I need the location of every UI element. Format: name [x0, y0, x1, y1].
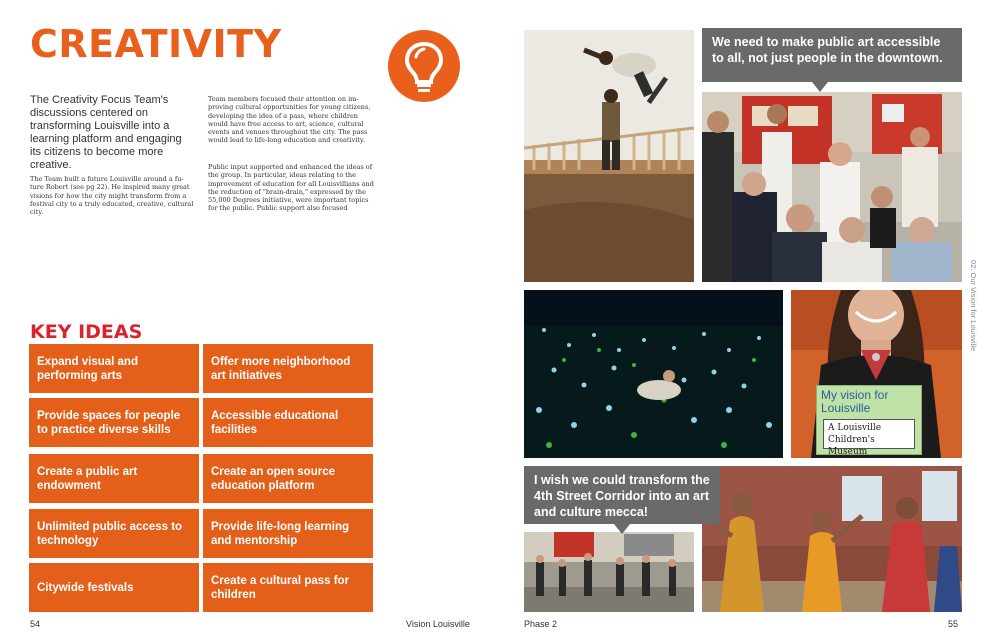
lightbulb-icon: [388, 30, 460, 102]
body-text-col2a: Team members focused their attention on im-proving cultural opportunities for young citizens, developing the idea of a pass, where children would have free access to art, science, cultural events and venues throughout the city. The pass would lead to life-long education and creativity.: [208, 95, 371, 145]
side-label-text: 02: Our Vision for Louisville: [969, 260, 978, 352]
side-label: [968, 260, 980, 370]
key-idea-box: Expand visual and performing arts: [29, 344, 199, 393]
quote-2-text: I wish we could transform the 4th Street Corridor into an art and culture mecca!: [534, 473, 710, 519]
quote-bubble-1: [702, 28, 962, 82]
quote-1-text: We need to make public art accessible to all, not just people in the downtown.: [712, 35, 943, 65]
key-idea-box: Create an open source education platform: [203, 454, 373, 503]
key-idea-box: Unlimited public access to technology: [29, 509, 199, 558]
key-idea-box: Create a cultural pass for children: [203, 563, 373, 612]
page-title: CREATIVITY: [30, 22, 282, 66]
page-number-left: 54: [30, 619, 41, 629]
bubble-tail: [812, 82, 828, 92]
footer-right: Phase 2: [524, 619, 558, 629]
bubble-tail: [614, 524, 630, 534]
page-number-right: 55: [948, 619, 959, 629]
body-text-col1: The Team built a future Louisville around a fu-ture Robert (see pg 22). He inspired many great visions for how the city might transform from a festival city to a truly educated, creative, cultural city.: [30, 175, 194, 217]
dancers-photo: [702, 466, 962, 612]
intro-text: The Creativity Focus Team's discussions centered on transforming Louisville into a learning platform and engaging its citizens to become more creative.: [30, 94, 182, 171]
key-ideas-title: KEY IDEAS: [30, 321, 143, 343]
meeting-photo: [702, 92, 962, 282]
key-idea-box: Accessible educational facilities: [203, 398, 373, 447]
vision-sign: [816, 385, 922, 455]
key-idea-box: Provide life-long learning and mentorship: [203, 509, 373, 558]
sign-handwriting: A Louisville Children's Museum: [823, 419, 915, 449]
quote-bubble-2: [524, 466, 720, 524]
key-idea-box: Provide spaces for people to practice diverse skills: [29, 398, 199, 447]
body-text-col2b: Public input supported and enhanced the ideas of the group. In particular, ideas relating to the improvement of education for all Louisvillians and the reduction of "brain-drain," expressed by the 55,000 Degrees initiative, were important topics for the public. Public support also focused: [208, 163, 374, 213]
key-idea-box: Offer more neighborhood art initiatives: [203, 344, 373, 393]
light-installation-photo: [524, 290, 783, 458]
key-idea-box: Create a public art endowment: [29, 454, 199, 503]
skateboarder-photo: [524, 30, 694, 282]
street-crowd-photo: [524, 532, 694, 612]
sign-title: My vision for Louisville: [821, 388, 889, 415]
key-idea-box: Citywide festivals: [29, 563, 199, 612]
footer-left: Vision Louisville: [406, 619, 470, 629]
